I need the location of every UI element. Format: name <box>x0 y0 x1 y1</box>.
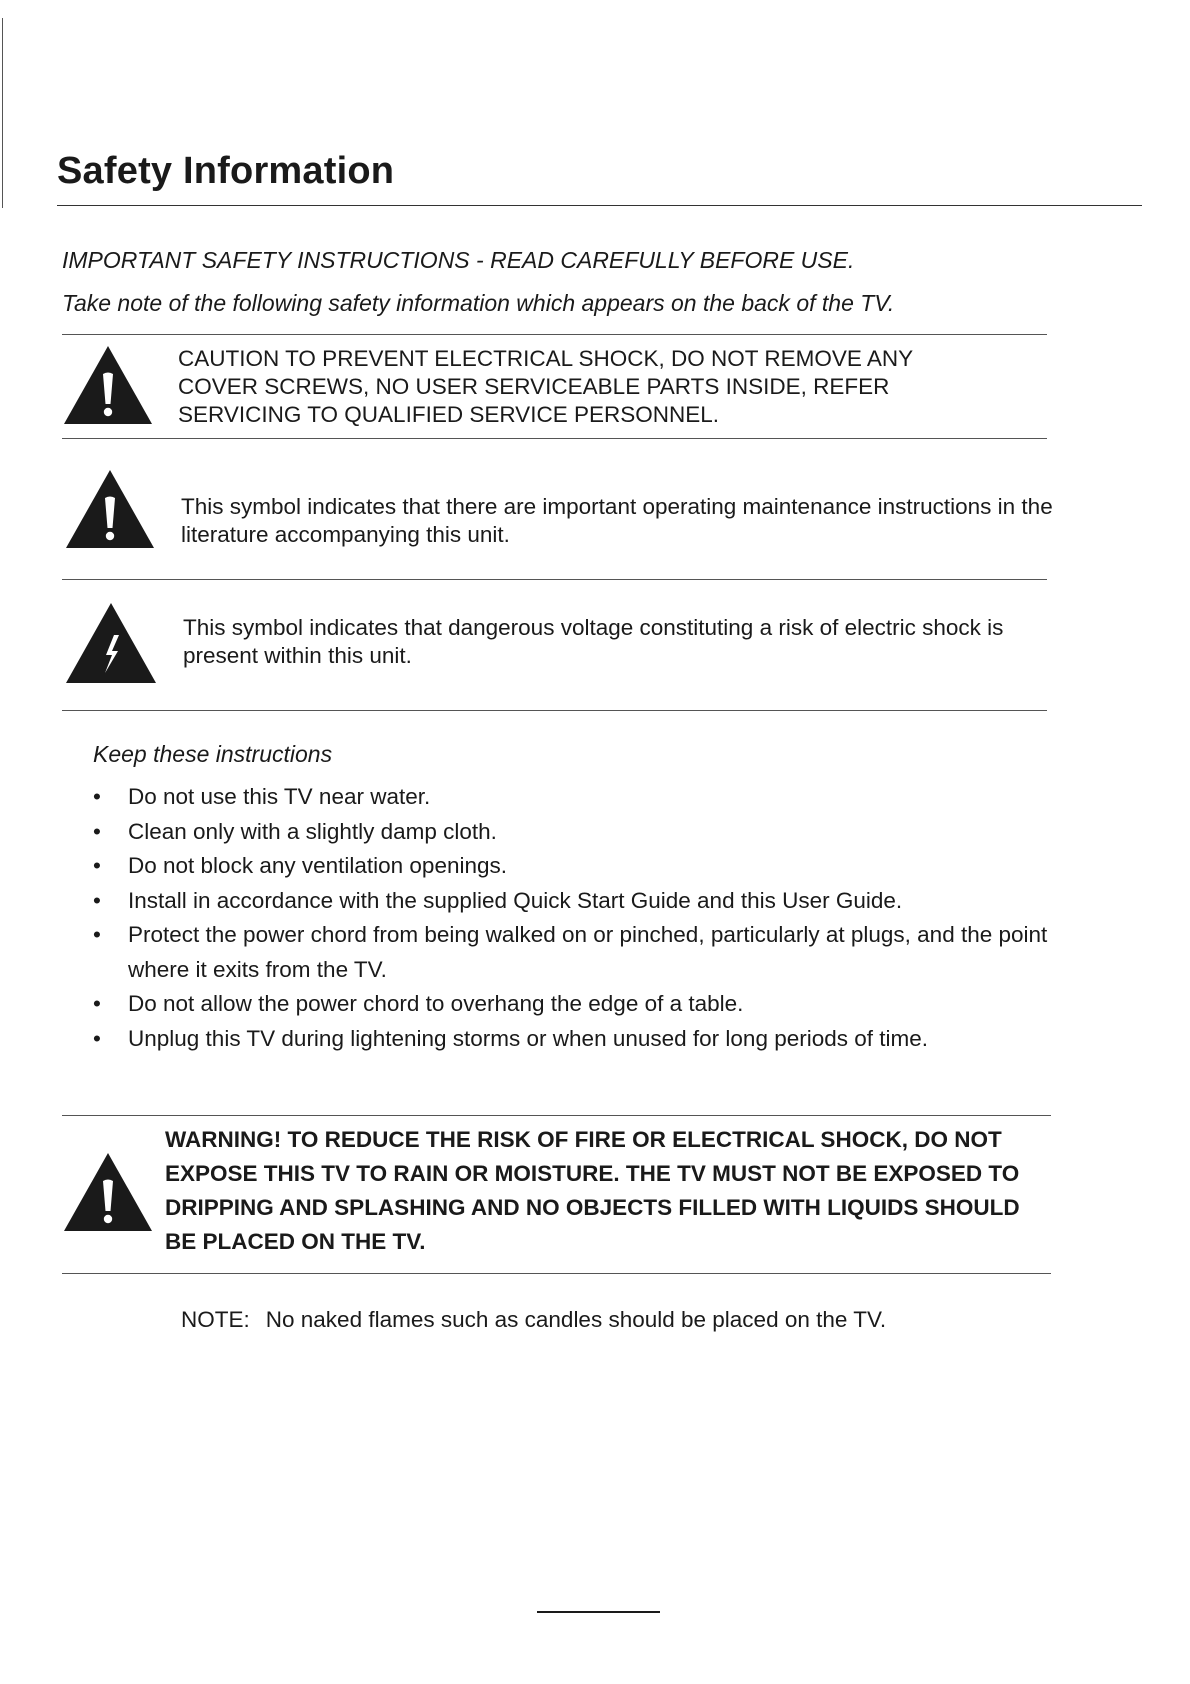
list-item: • Do not allow the power chord to overhang the edge of a table. <box>93 987 1073 1022</box>
list-item: • Do not use this TV near water. <box>93 780 1073 815</box>
list-item: • Unplug this TV during lightening storms or when unused for long periods of time. <box>93 1022 1073 1057</box>
title-divider <box>57 205 1142 206</box>
footer-rule <box>537 1611 660 1613</box>
divider <box>62 579 1047 580</box>
exclamation-triangle-icon <box>62 344 154 426</box>
divider <box>62 1115 1051 1116</box>
maintenance-text: This symbol indicates that there are important operating maintenance instructions in the literature accompanying this unit. <box>181 494 1053 547</box>
note-label: NOTE: <box>181 1307 250 1332</box>
list-item: • Do not block any ventilation openings. <box>93 849 1073 884</box>
bullet-icon: • <box>93 991 101 1016</box>
divider <box>62 710 1047 711</box>
voltage-text: This symbol indicates that dangerous voltage constituting a risk of electric shock is present within this unit. <box>183 615 1004 668</box>
divider <box>62 1273 1051 1274</box>
list-item: • Install in accordance with the supplied Quick Start Guide and this User Guide. <box>93 884 1073 919</box>
instructions-heading: Keep these instructions <box>93 741 333 767</box>
intro-heading: IMPORTANT SAFETY INSTRUCTIONS - READ CAREFULLY BEFORE USE. <box>62 247 855 273</box>
bullet-icon: • <box>93 887 101 913</box>
divider <box>62 438 1047 439</box>
lightning-triangle-icon <box>64 601 158 685</box>
list-item: • Protect the power chord from being walked on or pinched, particularly at plugs, and the point where it exits from the TV. <box>93 918 1073 987</box>
exclamation-triangle-icon <box>62 1151 154 1233</box>
note-text: No naked flames such as candles should be placed on the TV. <box>265 1307 887 1332</box>
bullet-icon: • <box>93 853 101 878</box>
list-item: • Clean only with a slightly damp cloth. <box>93 815 1073 850</box>
bullet-icon: • <box>93 1025 101 1051</box>
bullet-icon: • <box>93 784 101 809</box>
exclamation-triangle-icon <box>64 468 156 550</box>
caution-text: CAUTION TO PREVENT ELECTRICAL SHOCK, DO NOT REMOVE ANY COVER SCREWS, NO USER SERVICEABLE PARTS INSIDE, REFER SERVICING TO QUALIFIED SERVICE PERSONNEL. <box>178 346 913 427</box>
intro-subheading: Take note of the following safety information which appears on the back of the TV. <box>62 290 895 316</box>
instructions-list <box>93 780 1073 1056</box>
page-margin-line <box>2 18 3 208</box>
divider <box>62 334 1047 335</box>
note <box>181 1307 886 1333</box>
bullet-icon: • <box>93 922 101 947</box>
bullet-icon: • <box>93 818 101 844</box>
page-title: Safety Information <box>57 150 395 192</box>
warning-text: WARNING! TO REDUCE THE RISK OF FIRE OR ELECTRICAL SHOCK, DO NOT EXPOSE THIS TV TO RAIN OR MOISTURE. THE TV MUST NOT BE EXPOSED TO DRIPPING AND SPLASHING AND NO OBJECTS FILLED WITH LIQUIDS SHOULD BE PLACED ON THE TV. <box>165 1127 1020 1254</box>
